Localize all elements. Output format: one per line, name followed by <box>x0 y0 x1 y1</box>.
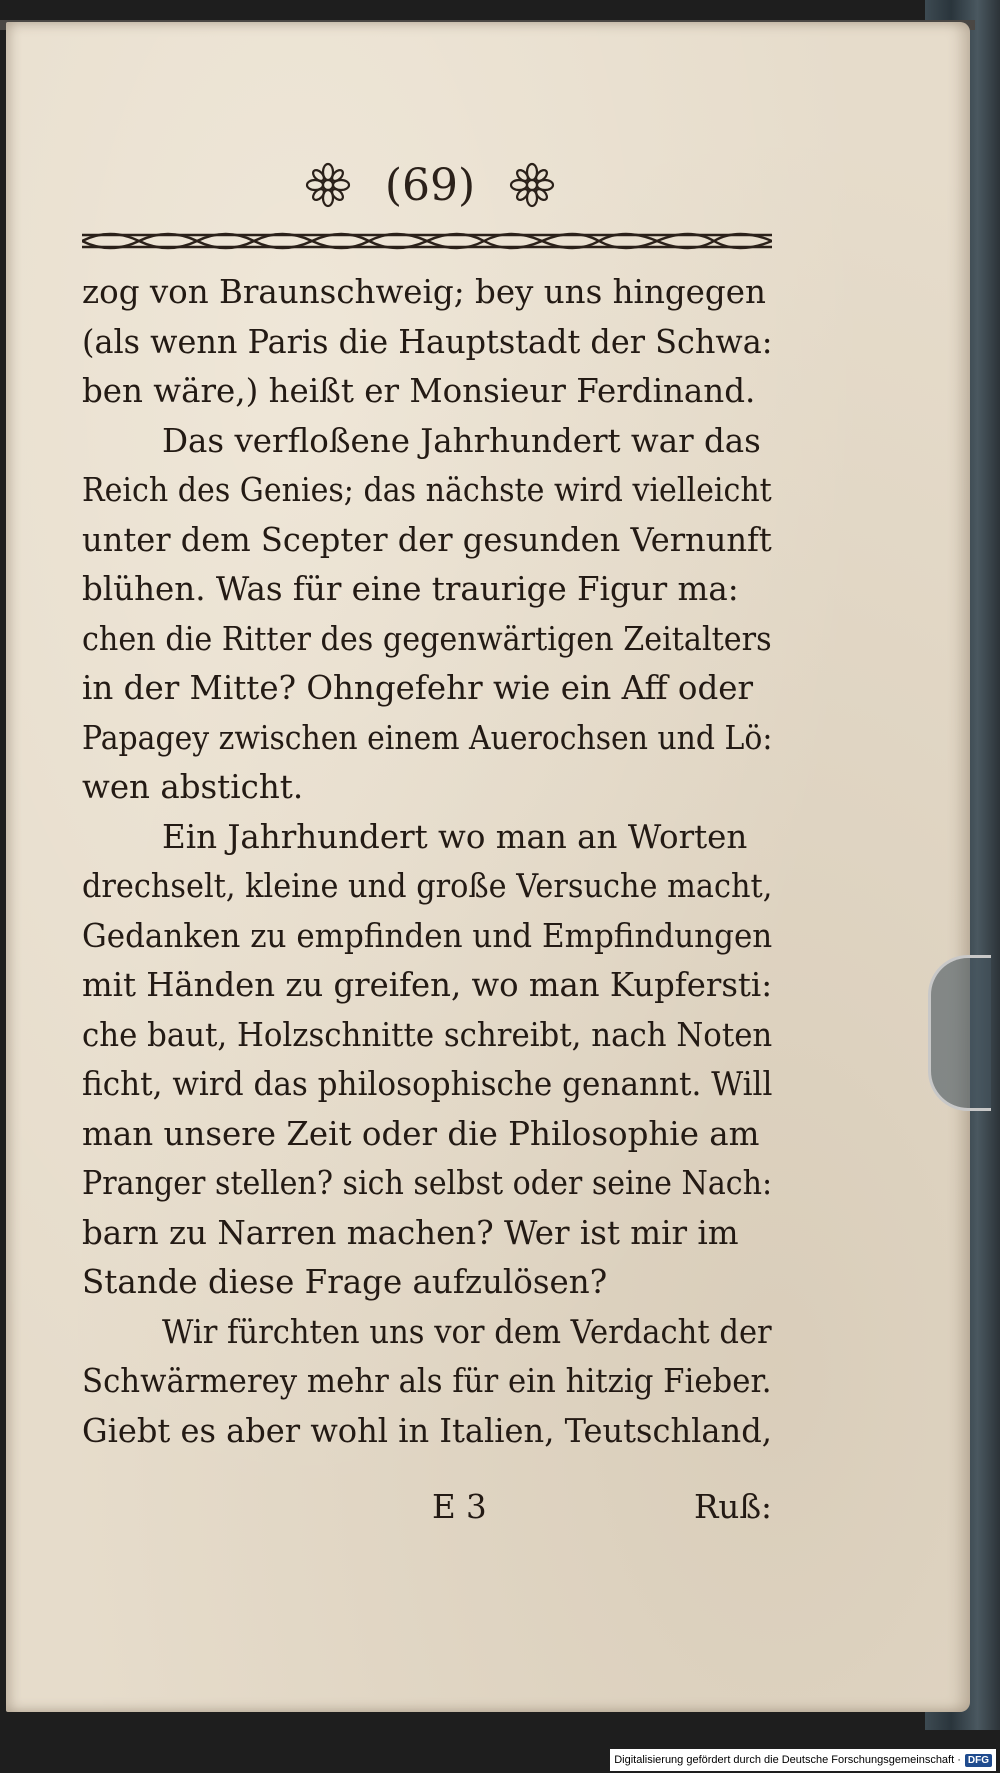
text-line: Schwärmerey mehr als für ein hitzig Fieber. <box>82 1362 772 1400</box>
signature-mark: E 3 <box>432 1488 487 1526</box>
text-line: ficht, wird das philosophische genannt. Will <box>82 1065 773 1103</box>
text-line: ben wäre,) heißt er Monsieur Ferdinand. <box>82 372 756 410</box>
text-line: unter dem Scepter der gesunden Vernunft <box>82 520 772 559</box>
text-line: barn zu Narren machen? Wer ist mir im <box>82 1213 739 1252</box>
text-line: Gedanken zu empfinden und Empfindungen <box>82 916 773 955</box>
page-header <box>270 150 590 220</box>
body-text <box>82 268 772 1456</box>
text-line: che baut, Holzschnitte schreibt, nach Noten <box>82 1015 773 1054</box>
page-number: (69) <box>384 159 476 211</box>
text-line: mit Händen zu greifen, wo man Kupfersti: <box>82 966 773 1004</box>
text-line: Stande diese Frage aufzulösen? <box>82 1263 608 1301</box>
text-line: Giebt es aber wohl in Italien, Teutschland, <box>82 1411 772 1450</box>
text-line: Das verfloßene Jahrhundert war das <box>162 421 761 460</box>
text-line: chen die Ritter des gegenwärtigen Zeitalters <box>82 619 772 658</box>
digitization-credit <box>610 1749 996 1771</box>
text-line: wen absticht. <box>82 768 304 806</box>
text-line: Pranger stellen? sich selbst oder seine Nach: <box>82 1164 773 1202</box>
text-line: drechselt, kleine und große Versuche macht, <box>82 867 773 905</box>
text-line: Papagey zwischen einem Auerochsen und Lö: <box>82 718 773 757</box>
text-line: Reich des Genies; das nächste wird vielleicht <box>82 471 772 509</box>
text-line: Ein Jahrhundert wo man an Worten <box>162 817 748 856</box>
page-clip <box>928 955 991 1111</box>
text-line: in der Mitte? Ohngefehr wie ein Aff oder <box>82 669 754 707</box>
rosette-icon <box>509 162 555 208</box>
text-line: blühen. Was für eine traurige Figur ma: <box>82 570 739 608</box>
woven-rule-icon <box>82 223 772 257</box>
text-line: Wir fürchten uns vor dem Verdacht der <box>162 1312 772 1351</box>
text-line: (als wenn Paris die Hauptstadt der Schwa: <box>82 322 773 361</box>
text-line: zog von Braunschweig; bey uns hingegen <box>82 273 766 311</box>
dfg-logo: DFG <box>965 1754 992 1767</box>
credit-text: Digitalisierung gefördert durch die Deutsche Forschungsgemeinschaft · <box>614 1754 961 1766</box>
text-line: man unsere Zeit oder die Philosophie am <box>82 1114 760 1153</box>
catchword: Ruß: <box>693 1488 772 1526</box>
rosette-icon <box>305 162 351 208</box>
page-footer <box>82 1488 772 1538</box>
